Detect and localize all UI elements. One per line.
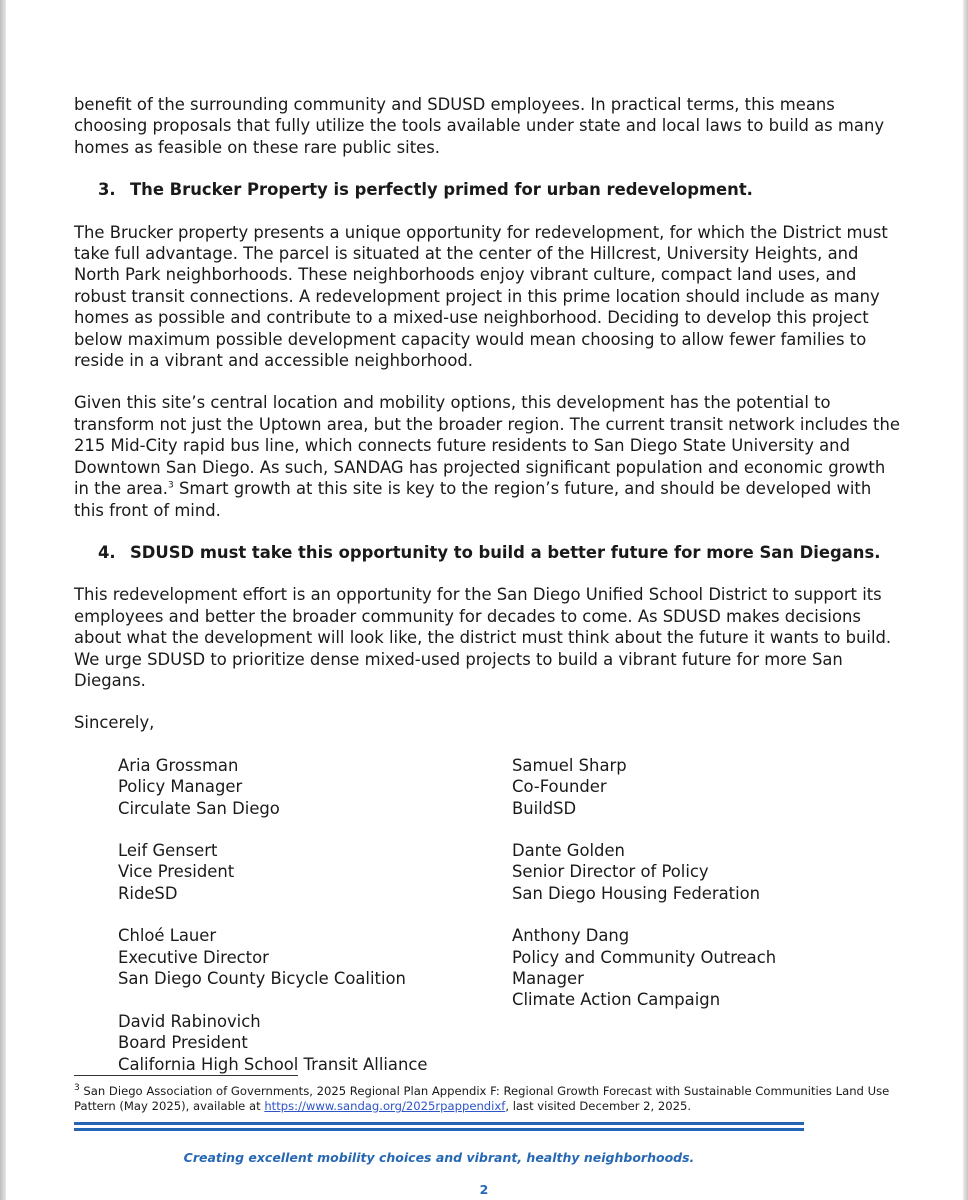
section-3-paragraph-1: The Brucker property presents a unique opportunity for redevelopment, for which the District must take full advantage. The parcel is situated at the center of the Hillcrest, University Heights, and North Park neighborhoods. These neighborhoods enjoy vibrant culture, compact land uses, and robust transit connections. A redevelopment project in this prime location should include as many homes as possible and contribute to a mixed-use neighborhood. Deciding to develop this project below maximum possible development capacity would mean choosing to allow fewer families to reside in a vibrant and accessible neighborhood. bbox=[74, 222, 888, 371]
section-3-paragraph-2: Given this site’s central location and mobility options, this development has the potential to transform not just the Uptown area, but the broader region. The current transit network includes the 215 Mid-City rapid bus line, which connects future residents to San Diego State University and Downtown San Diego. As such, SANDAG has projected significant population and economic growth in the area.$^3$ Smart growth at this site is key to the region’s future, and should be developed with this front of mind. bbox=[74, 393, 900, 520]
signatory-name: David Rabinovich bbox=[118, 1011, 261, 1031]
section-4-title: SDUSD must take this opportunity to build a better future for more San Diegans. bbox=[130, 542, 881, 562]
section-3-number: 3. bbox=[98, 180, 116, 200]
footnote-ref: 3 bbox=[168, 480, 174, 491]
section-3-title: The Brucker Property is perfectly primed for urban redevelopment. bbox=[130, 180, 753, 200]
section-4-heading bbox=[98, 542, 904, 563]
signatory-org: Climate Action Campaign bbox=[512, 990, 721, 1010]
footnote-link[interactable]: https://www.sandag.org/2025rpappendixf bbox=[264, 1099, 506, 1113]
footnote-marker: 3 bbox=[74, 1083, 80, 1094]
signatory-org: RideSD bbox=[118, 883, 178, 903]
page-number: 2 bbox=[479, 1182, 489, 1197]
signatory-org: San Diego Housing Federation bbox=[512, 883, 761, 903]
signatory-name: Aria Grossman bbox=[118, 755, 239, 775]
signatory-title: Vice President bbox=[118, 862, 235, 882]
signature-block bbox=[118, 840, 512, 904]
signatory-org: San Diego County Bicycle Coalition bbox=[118, 969, 406, 988]
signatory-name: Leif Gensert bbox=[118, 840, 218, 860]
signature-block bbox=[512, 925, 912, 1011]
signatory-title: Board President bbox=[118, 1033, 248, 1053]
signatory-title: Executive Director bbox=[118, 947, 269, 967]
signatory-org: BuildSD bbox=[512, 798, 577, 818]
signature-block bbox=[512, 840, 912, 904]
signatory-name: Anthony Dang bbox=[512, 926, 630, 946]
page-right-edge bbox=[963, 0, 968, 1200]
page-left-edge bbox=[0, 0, 6, 1200]
footer-rule-bottom bbox=[74, 1128, 804, 1131]
letter-body bbox=[74, 94, 904, 1075]
section-3-heading bbox=[98, 179, 904, 200]
section-4-paragraph: This redevelopment effort is an opportunity for the San Diego Unified School District to support its employees and better the broader community for decades to come. As SDUSD makes decisions about what the development will look like, the district must think about the future it wants to build. We urge SDUSD to prioritize dense mixed-used projects to build a vibrant future for more San Diegans. bbox=[74, 585, 892, 690]
footnote: $^3$ San Diego Association of Governments, 2025 Regional Plan Appendix F: Regional Growth Forecast with Sustainable Communities Land Use Pattern (May 2025), available at https://www.sandag.org/2025rpappendixf, last visited December 2, 2025. bbox=[74, 1083, 890, 1113]
signature-block bbox=[512, 755, 912, 819]
intro-paragraph: benefit of the surrounding community and SDUSD employees. In practical terms, this means choosing proposals that fully utilize the tools available under state and local laws to build as many homes as feasible on these rare public sites. bbox=[74, 95, 885, 157]
signatory-name: Dante Golden bbox=[512, 840, 625, 860]
signatory-org: California High School Transit Alliance bbox=[118, 1054, 428, 1074]
footnote-divider bbox=[74, 1075, 298, 1076]
signatory-title: Senior Director of Policy bbox=[512, 862, 709, 882]
footer-rule-top bbox=[74, 1122, 804, 1125]
closing: Sincerely, bbox=[74, 713, 155, 733]
signatory-title-cont: Manager bbox=[512, 969, 584, 988]
signature-block bbox=[118, 1011, 512, 1075]
footer-tagline: Creating excellent mobility choices and vibrant, healthy neighborhoods. bbox=[183, 1150, 695, 1165]
signatory-name: Chloé Lauer bbox=[118, 926, 217, 946]
signatory-title: Policy Manager bbox=[118, 777, 243, 797]
signature-list bbox=[118, 755, 904, 1075]
signature-block bbox=[118, 755, 512, 819]
signatory-title: Policy and Community Outreach bbox=[512, 947, 777, 967]
section-4-number: 4. bbox=[98, 542, 116, 562]
signatory-title: Co-Founder bbox=[512, 777, 607, 797]
signatory-name: Samuel Sharp bbox=[512, 755, 627, 775]
signatory-org: Circulate San Diego bbox=[118, 798, 280, 818]
signature-block bbox=[118, 925, 512, 1011]
